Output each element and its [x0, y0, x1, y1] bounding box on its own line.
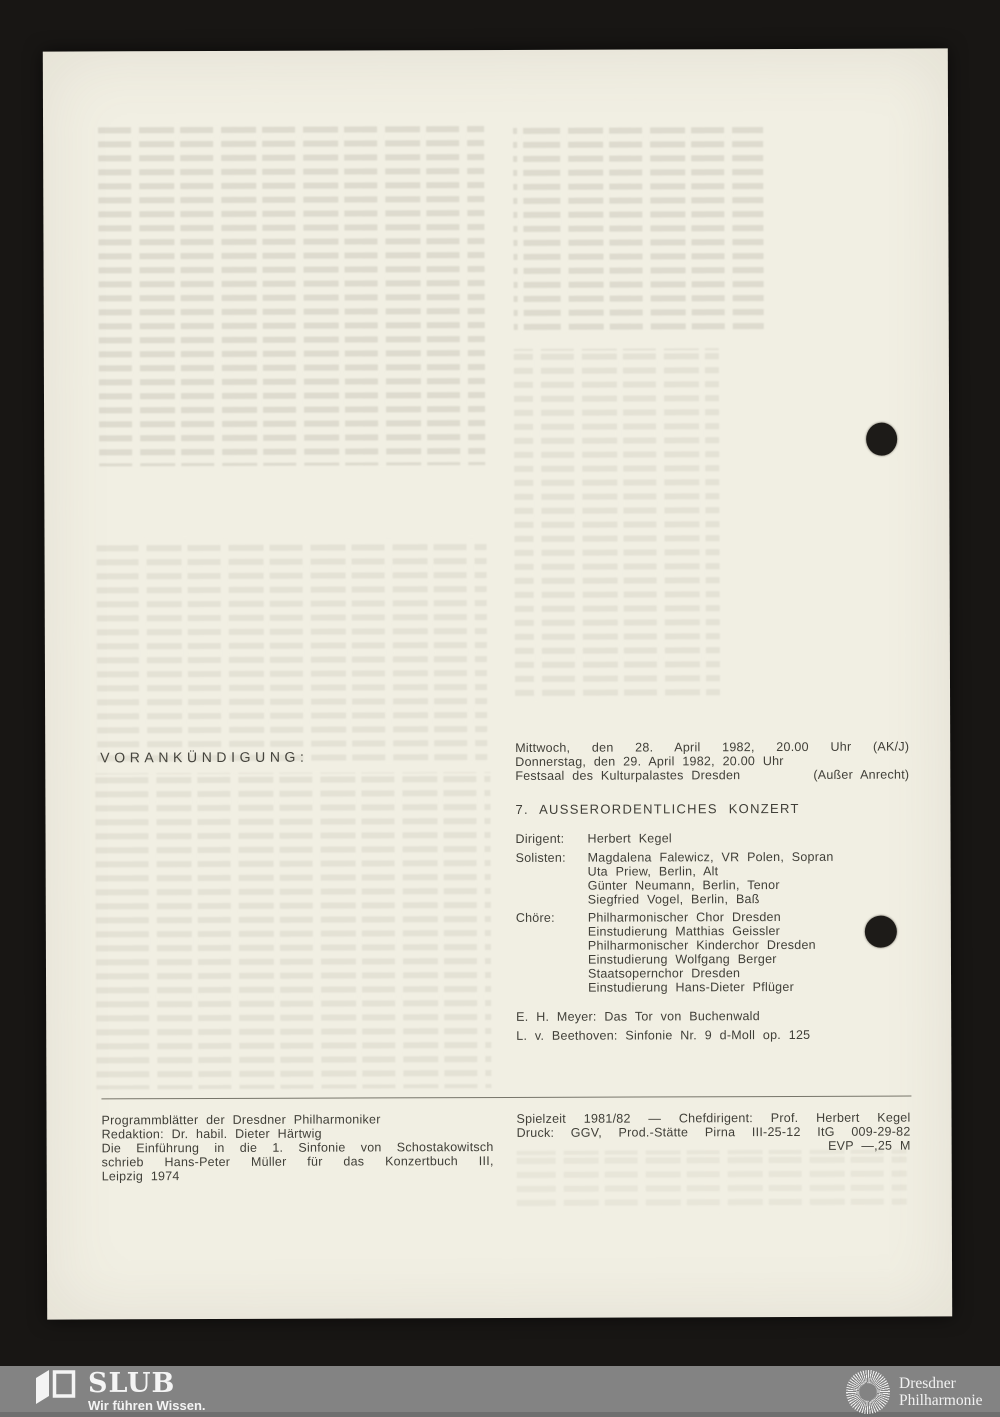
philharmonie-brand[interactable]: [846, 1369, 983, 1414]
concert-title: 7. AUSSERORDENTLICHES KONZERT: [515, 800, 800, 817]
work-item: E. H. Meyer: Das Tor von Buchenwald: [516, 1009, 760, 1024]
credit-row-choere: [516, 910, 910, 995]
event-venue-row: [515, 768, 909, 783]
imprint-left-block: [101, 1112, 493, 1183]
punch-hole-top: [866, 423, 897, 456]
bleed-through-text: [96, 537, 487, 763]
slub-brand[interactable]: [35, 1370, 206, 1413]
bleed-through-text: [95, 772, 491, 1089]
event-venue: Festsaal des Kulturpalastes Dresden: [515, 768, 741, 783]
credit-line: Philharmonischer Kinderchor Dresden: [587, 937, 816, 953]
credit-line: Einstudierung Wolfgang Berger: [587, 952, 777, 967]
credit-label: Solisten:: [515, 850, 566, 865]
philharmonie-line2: Philharmonie: [899, 1391, 983, 1409]
credit-line: Siegfried Vogel, Berlin, Baß: [587, 892, 760, 907]
scanned-page: [43, 48, 952, 1319]
slub-wordmark: [88, 1370, 206, 1413]
bleed-through-text: [517, 1149, 907, 1213]
credit-line: Philharmonischer Chor Dresden: [587, 910, 781, 925]
page-title: VORANKÜNDIGUNG:: [100, 748, 309, 766]
credit-line: Uta Priew, Berlin, Alt: [587, 864, 719, 879]
bleed-through-text: [513, 122, 764, 332]
imprint-price-line: EVP —,25 M: [828, 1138, 911, 1153]
philharmonie-line1: Dresdner: [899, 1374, 956, 1392]
imprint-line: schrieb Hans-Peter Müller für das Konzertbuch III,: [101, 1154, 494, 1170]
imprint-line: Spielzeit 1981/82 — Chefdirigent: Prof. Herbert Kegel: [516, 1110, 911, 1126]
imprint-line: Leipzig 1974: [101, 1169, 180, 1184]
event-venue-note: (Außer Anrecht): [813, 767, 910, 782]
credit-line: Einstudierung Hans-Dieter Pflüger: [588, 979, 795, 995]
credit-label: Dirigent:: [515, 831, 565, 846]
slub-tagline: Wir führen Wissen.: [88, 1398, 206, 1413]
slub-book-icon: [35, 1370, 77, 1405]
credit-row-dirigent: [516, 831, 910, 846]
philharmonie-sunburst-icon: [846, 1370, 890, 1414]
credit-line: Herbert Kegel: [587, 831, 672, 846]
imprint-right-block: [516, 1111, 910, 1154]
announcement-details: [515, 740, 910, 1046]
imprint-line: Die Einführung in die 1. Sinfonie von Schostakowitsch: [101, 1140, 494, 1156]
bleed-through-text: [514, 344, 720, 700]
credit-row-solisten: [516, 850, 910, 907]
credit-line: Staatsopernchor Dresden: [587, 966, 741, 981]
event-date-line1: Mittwoch, den 28. April 1982, 20.00 Uhr (AK/J): [515, 739, 910, 755]
bleed-through-text: [98, 123, 485, 466]
imprint-line: Druck: GGV, Prod.-Stätte Pirna III-25-12 ItG 009-29-82: [516, 1124, 911, 1140]
slub-name: SLUB: [88, 1368, 176, 1399]
credit-line: Magdalena Falewicz, VR Polen, Sopran: [587, 849, 834, 865]
programme-works: [516, 1007, 910, 1046]
credit-line: Einstudierung Matthias Geissler: [587, 924, 781, 939]
credit-label: Chöre:: [515, 910, 555, 925]
imprint-line: Redaktion: Dr. habil. Dieter Härtwig: [101, 1126, 322, 1142]
event-date-line2: Donnerstag, den 29. April 1982, 20.00 Uhr: [515, 754, 784, 769]
work-item: L. v. Beethoven: Sinfonie Nr. 9 d-Moll op. 125: [516, 1027, 811, 1043]
viewer-footer-bar: [0, 1366, 1000, 1417]
separator-line: [101, 1096, 911, 1100]
credit-line: Günter Neumann, Berlin, Tenor: [587, 878, 780, 893]
imprint-line: Programmblätter der Dresdner Philharmoniker: [101, 1112, 381, 1128]
philharmonie-wordmark: [899, 1375, 983, 1409]
